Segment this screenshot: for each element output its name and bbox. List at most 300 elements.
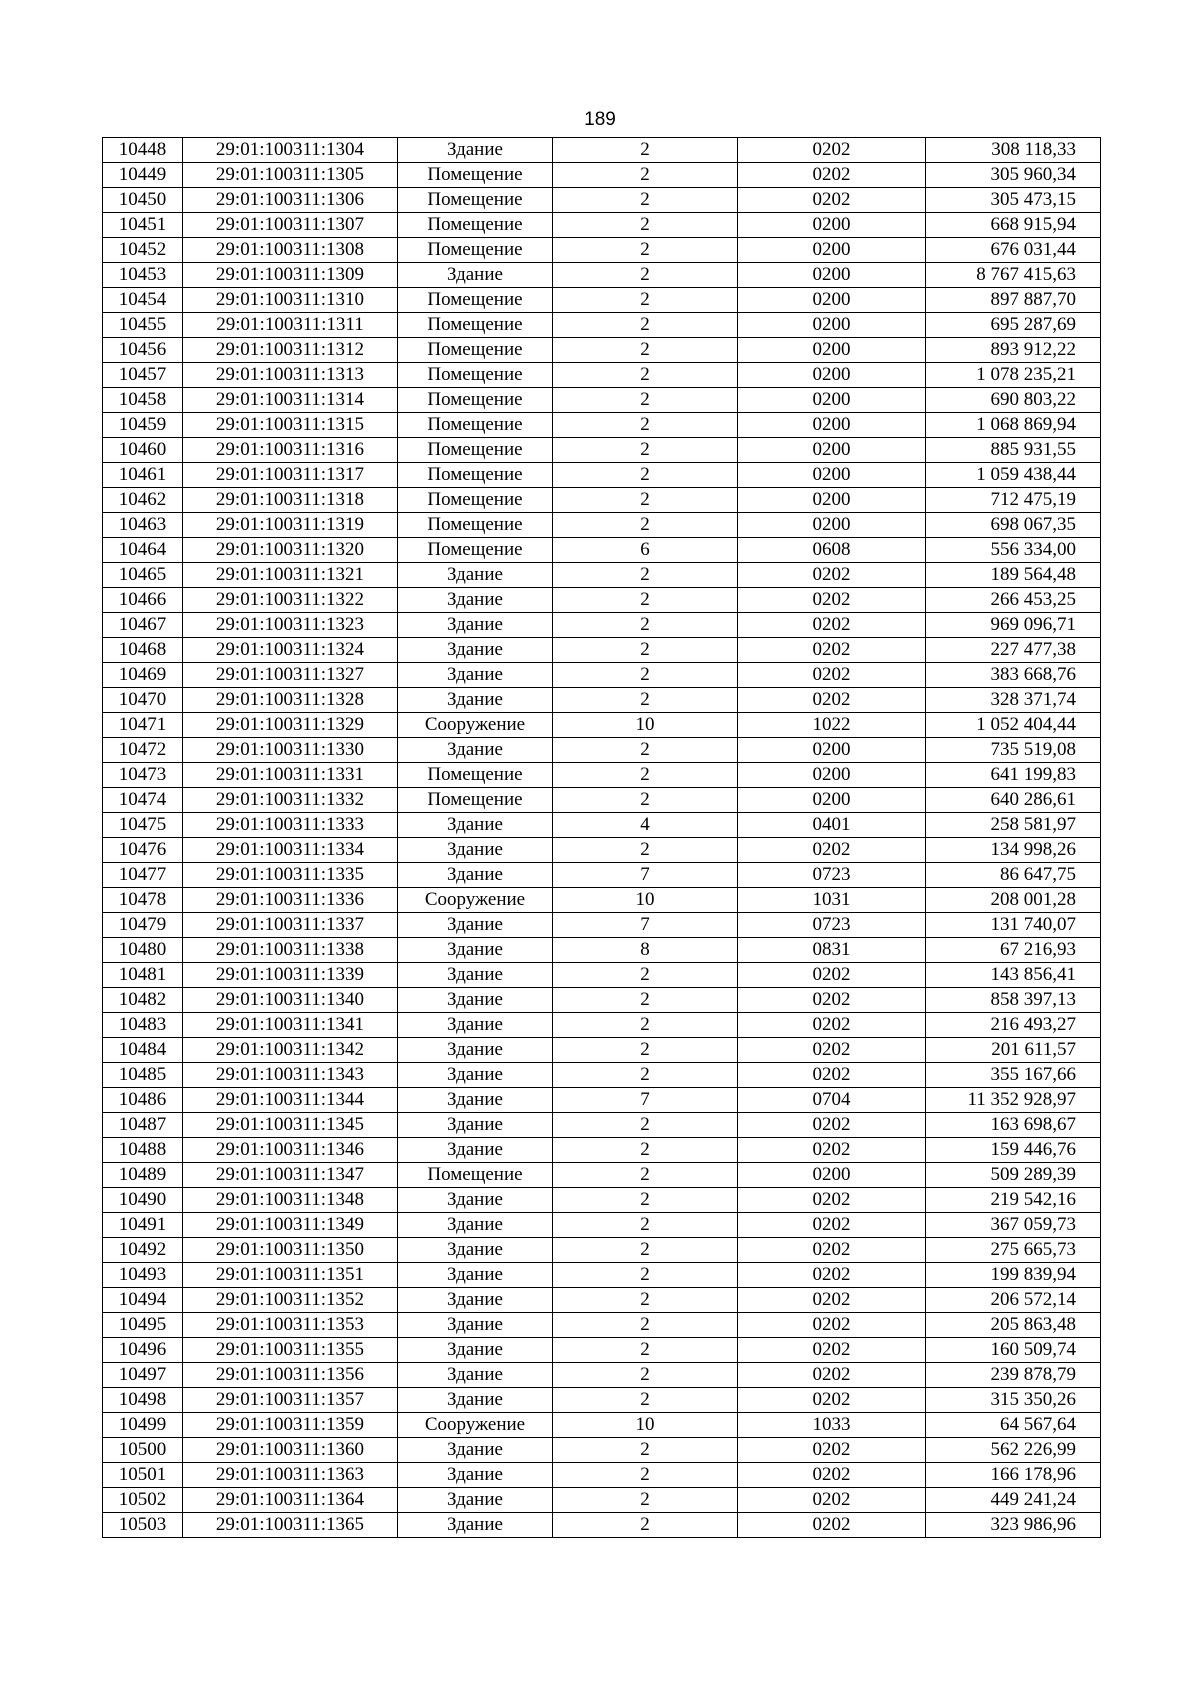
cadastral-value-cell: 383 668,76 xyxy=(926,663,1101,688)
cadastral-number-cell: 29:01:100311:1330 xyxy=(183,738,398,763)
code-cell: 0200 xyxy=(738,263,926,288)
code-cell: 0200 xyxy=(738,388,926,413)
code-cell: 0202 xyxy=(738,613,926,638)
code-cell: 0200 xyxy=(738,338,926,363)
cadastral-number-cell: 29:01:100311:1311 xyxy=(183,313,398,338)
group-cell: 10 xyxy=(553,1413,738,1438)
table-row xyxy=(103,1313,1101,1338)
table-row xyxy=(103,763,1101,788)
row-number-cell: 10491 xyxy=(103,1213,183,1238)
row-number-cell: 10469 xyxy=(103,663,183,688)
cadastral-number-cell: 29:01:100311:1308 xyxy=(183,238,398,263)
cadastral-number-cell: 29:01:100311:1306 xyxy=(183,188,398,213)
cadastral-value-cell: 640 286,61 xyxy=(926,788,1101,813)
group-cell: 2 xyxy=(553,1163,738,1188)
row-number-cell: 10501 xyxy=(103,1463,183,1488)
object-type-cell: Помещение xyxy=(398,188,553,213)
cadastral-number-cell: 29:01:100311:1333 xyxy=(183,813,398,838)
cadastral-number-cell: 29:01:100311:1365 xyxy=(183,1513,398,1538)
code-cell: 0200 xyxy=(738,213,926,238)
row-number-cell: 10455 xyxy=(103,313,183,338)
cadastral-value-cell: 201 611,57 xyxy=(926,1038,1101,1063)
cadastral-value-cell: 131 740,07 xyxy=(926,913,1101,938)
code-cell: 0202 xyxy=(738,963,926,988)
cadastral-number-cell: 29:01:100311:1343 xyxy=(183,1063,398,1088)
cadastral-number-cell: 29:01:100311:1307 xyxy=(183,213,398,238)
group-cell: 2 xyxy=(553,1513,738,1538)
row-number-cell: 10466 xyxy=(103,588,183,613)
table-row xyxy=(103,338,1101,363)
group-cell: 2 xyxy=(553,388,738,413)
cadastral-number-cell: 29:01:100311:1351 xyxy=(183,1263,398,1288)
object-type-cell: Здание xyxy=(398,588,553,613)
code-cell: 1033 xyxy=(738,1413,926,1438)
cadastral-number-cell: 29:01:100311:1323 xyxy=(183,613,398,638)
cadastral-value-cell: 695 287,69 xyxy=(926,313,1101,338)
row-number-cell: 10459 xyxy=(103,413,183,438)
object-type-cell: Сооружение xyxy=(398,713,553,738)
table-row xyxy=(103,163,1101,188)
table-row xyxy=(103,1438,1101,1463)
code-cell: 0202 xyxy=(738,563,926,588)
cadastral-value-cell: 11 352 928,97 xyxy=(926,1088,1101,1113)
code-cell: 0202 xyxy=(738,1263,926,1288)
row-number-cell: 10480 xyxy=(103,938,183,963)
group-cell: 2 xyxy=(553,1338,738,1363)
code-cell: 0202 xyxy=(738,638,926,663)
object-type-cell: Здание xyxy=(398,1438,553,1463)
cadastral-number-cell: 29:01:100311:1324 xyxy=(183,638,398,663)
cadastral-number-cell: 29:01:100311:1317 xyxy=(183,463,398,488)
row-number-cell: 10502 xyxy=(103,1488,183,1513)
cadastral-value-cell: 258 581,97 xyxy=(926,813,1101,838)
row-number-cell: 10495 xyxy=(103,1313,183,1338)
object-type-cell: Здание xyxy=(398,988,553,1013)
object-type-cell: Помещение xyxy=(398,238,553,263)
cadastral-number-cell: 29:01:100311:1314 xyxy=(183,388,398,413)
code-cell: 0200 xyxy=(738,513,926,538)
table-row xyxy=(103,263,1101,288)
group-cell: 2 xyxy=(553,963,738,988)
code-cell: 0200 xyxy=(738,788,926,813)
object-type-cell: Помещение xyxy=(398,388,553,413)
group-cell: 2 xyxy=(553,338,738,363)
object-type-cell: Здание xyxy=(398,1213,553,1238)
code-cell: 0202 xyxy=(738,1513,926,1538)
cadastral-value-cell: 208 001,28 xyxy=(926,888,1101,913)
group-cell: 7 xyxy=(553,913,738,938)
cadastral-number-cell: 29:01:100311:1349 xyxy=(183,1213,398,1238)
cadastral-value-cell: 1 078 235,21 xyxy=(926,363,1101,388)
cadastral-number-cell: 29:01:100311:1320 xyxy=(183,538,398,563)
group-cell: 2 xyxy=(553,513,738,538)
cadastral-number-cell: 29:01:100311:1328 xyxy=(183,688,398,713)
code-cell: 0202 xyxy=(738,1188,926,1213)
table-row xyxy=(103,788,1101,813)
group-cell: 4 xyxy=(553,813,738,838)
row-number-cell: 10452 xyxy=(103,238,183,263)
code-cell: 0200 xyxy=(738,463,926,488)
table-row xyxy=(103,413,1101,438)
registry-table xyxy=(102,137,1101,1538)
group-cell: 2 xyxy=(553,1463,738,1488)
code-cell: 0202 xyxy=(738,188,926,213)
group-cell: 2 xyxy=(553,638,738,663)
row-number-cell: 10451 xyxy=(103,213,183,238)
row-number-cell: 10457 xyxy=(103,363,183,388)
object-type-cell: Помещение xyxy=(398,763,553,788)
row-number-cell: 10482 xyxy=(103,988,183,1013)
table-row xyxy=(103,963,1101,988)
row-number-cell: 10471 xyxy=(103,713,183,738)
row-number-cell: 10485 xyxy=(103,1063,183,1088)
cadastral-number-cell: 29:01:100311:1304 xyxy=(183,138,398,163)
cadastral-value-cell: 449 241,24 xyxy=(926,1488,1101,1513)
cadastral-value-cell: 885 931,55 xyxy=(926,438,1101,463)
row-number-cell: 10498 xyxy=(103,1388,183,1413)
cadastral-value-cell: 266 453,25 xyxy=(926,588,1101,613)
table-row xyxy=(103,363,1101,388)
cadastral-value-cell: 367 059,73 xyxy=(926,1213,1101,1238)
table-row xyxy=(103,1038,1101,1063)
table-row xyxy=(103,388,1101,413)
group-cell: 2 xyxy=(553,1213,738,1238)
page-number: 189 xyxy=(584,109,616,130)
object-type-cell: Помещение xyxy=(398,313,553,338)
row-number-cell: 10494 xyxy=(103,1288,183,1313)
object-type-cell: Здание xyxy=(398,613,553,638)
row-number-cell: 10487 xyxy=(103,1113,183,1138)
code-cell: 0723 xyxy=(738,863,926,888)
table-row xyxy=(103,988,1101,1013)
code-cell: 0202 xyxy=(738,1488,926,1513)
row-number-cell: 10490 xyxy=(103,1188,183,1213)
object-type-cell: Здание xyxy=(398,1363,553,1388)
group-cell: 2 xyxy=(553,988,738,1013)
cadastral-value-cell: 134 998,26 xyxy=(926,838,1101,863)
group-cell: 2 xyxy=(553,288,738,313)
cadastral-value-cell: 712 475,19 xyxy=(926,488,1101,513)
table-row xyxy=(103,913,1101,938)
group-cell: 2 xyxy=(553,788,738,813)
group-cell: 2 xyxy=(553,688,738,713)
cadastral-value-cell: 86 647,75 xyxy=(926,863,1101,888)
cadastral-value-cell: 509 289,39 xyxy=(926,1163,1101,1188)
row-number-cell: 10461 xyxy=(103,463,183,488)
cadastral-value-cell: 641 199,83 xyxy=(926,763,1101,788)
table-row xyxy=(103,1263,1101,1288)
cadastral-number-cell: 29:01:100311:1318 xyxy=(183,488,398,513)
object-type-cell: Здание xyxy=(398,688,553,713)
group-cell: 2 xyxy=(553,1188,738,1213)
object-type-cell: Помещение xyxy=(398,463,553,488)
table-row xyxy=(103,1363,1101,1388)
object-type-cell: Здание xyxy=(398,738,553,763)
cadastral-number-cell: 29:01:100311:1340 xyxy=(183,988,398,1013)
table-row xyxy=(103,613,1101,638)
object-type-cell: Здание xyxy=(398,1088,553,1113)
table-row xyxy=(103,188,1101,213)
object-type-cell: Здание xyxy=(398,938,553,963)
cadastral-number-cell: 29:01:100311:1309 xyxy=(183,263,398,288)
cadastral-number-cell: 29:01:100311:1353 xyxy=(183,1313,398,1338)
row-number-cell: 10496 xyxy=(103,1338,183,1363)
group-cell: 2 xyxy=(553,1013,738,1038)
cadastral-value-cell: 969 096,71 xyxy=(926,613,1101,638)
cadastral-value-cell: 1 059 438,44 xyxy=(926,463,1101,488)
cadastral-value-cell: 143 856,41 xyxy=(926,963,1101,988)
table-row xyxy=(103,688,1101,713)
group-cell: 2 xyxy=(553,363,738,388)
row-number-cell: 10450 xyxy=(103,188,183,213)
group-cell: 2 xyxy=(553,213,738,238)
table-row xyxy=(103,638,1101,663)
object-type-cell: Здание xyxy=(398,1313,553,1338)
code-cell: 0200 xyxy=(738,363,926,388)
table-row xyxy=(103,238,1101,263)
cadastral-number-cell: 29:01:100311:1334 xyxy=(183,838,398,863)
code-cell: 0202 xyxy=(738,588,926,613)
row-number-cell: 10464 xyxy=(103,538,183,563)
table-row xyxy=(103,663,1101,688)
cadastral-value-cell: 275 665,73 xyxy=(926,1238,1101,1263)
table-row xyxy=(103,1213,1101,1238)
object-type-cell: Здание xyxy=(398,1488,553,1513)
row-number-cell: 10453 xyxy=(103,263,183,288)
object-type-cell: Здание xyxy=(398,1113,553,1138)
group-cell: 2 xyxy=(553,1113,738,1138)
code-cell: 0202 xyxy=(738,1213,926,1238)
object-type-cell: Помещение xyxy=(398,363,553,388)
group-cell: 2 xyxy=(553,763,738,788)
table-row xyxy=(103,213,1101,238)
cadastral-value-cell: 216 493,27 xyxy=(926,1013,1101,1038)
cadastral-number-cell: 29:01:100311:1338 xyxy=(183,938,398,963)
code-cell: 0202 xyxy=(738,1013,926,1038)
cadastral-number-cell: 29:01:100311:1357 xyxy=(183,1388,398,1413)
object-type-cell: Здание xyxy=(398,1463,553,1488)
group-cell: 2 xyxy=(553,613,738,638)
object-type-cell: Здание xyxy=(398,263,553,288)
row-number-cell: 10486 xyxy=(103,1088,183,1113)
row-number-cell: 10448 xyxy=(103,138,183,163)
cadastral-value-cell: 64 567,64 xyxy=(926,1413,1101,1438)
table-row xyxy=(103,138,1101,163)
row-number-cell: 10465 xyxy=(103,563,183,588)
cadastral-number-cell: 29:01:100311:1313 xyxy=(183,363,398,388)
row-number-cell: 10503 xyxy=(103,1513,183,1538)
cadastral-value-cell: 159 446,76 xyxy=(926,1138,1101,1163)
object-type-cell: Помещение xyxy=(398,538,553,563)
object-type-cell: Здание xyxy=(398,1063,553,1088)
cadastral-value-cell: 67 216,93 xyxy=(926,938,1101,963)
group-cell: 10 xyxy=(553,713,738,738)
row-number-cell: 10500 xyxy=(103,1438,183,1463)
cadastral-number-cell: 29:01:100311:1327 xyxy=(183,663,398,688)
object-type-cell: Помещение xyxy=(398,788,553,813)
table-row xyxy=(103,563,1101,588)
object-type-cell: Здание xyxy=(398,1138,553,1163)
row-number-cell: 10473 xyxy=(103,763,183,788)
code-cell: 0704 xyxy=(738,1088,926,1113)
cadastral-number-cell: 29:01:100311:1345 xyxy=(183,1113,398,1138)
table-row xyxy=(103,1388,1101,1413)
group-cell: 2 xyxy=(553,738,738,763)
cadastral-value-cell: 227 477,38 xyxy=(926,638,1101,663)
cadastral-number-cell: 29:01:100311:1360 xyxy=(183,1438,398,1463)
cadastral-number-cell: 29:01:100311:1347 xyxy=(183,1163,398,1188)
table-row xyxy=(103,513,1101,538)
code-cell: 0202 xyxy=(738,838,926,863)
cadastral-value-cell: 1 068 869,94 xyxy=(926,413,1101,438)
object-type-cell: Здание xyxy=(398,1338,553,1363)
code-cell: 0202 xyxy=(738,1338,926,1363)
cadastral-number-cell: 29:01:100311:1363 xyxy=(183,1463,398,1488)
row-number-cell: 10470 xyxy=(103,688,183,713)
table-row xyxy=(103,1163,1101,1188)
cadastral-value-cell: 328 371,74 xyxy=(926,688,1101,713)
row-number-cell: 10483 xyxy=(103,1013,183,1038)
object-type-cell: Здание xyxy=(398,1013,553,1038)
row-number-cell: 10458 xyxy=(103,388,183,413)
object-type-cell: Сооружение xyxy=(398,1413,553,1438)
group-cell: 2 xyxy=(553,1038,738,1063)
code-cell: 0200 xyxy=(738,413,926,438)
group-cell: 8 xyxy=(553,938,738,963)
code-cell: 0202 xyxy=(738,1288,926,1313)
group-cell: 2 xyxy=(553,188,738,213)
object-type-cell: Помещение xyxy=(398,513,553,538)
object-type-cell: Здание xyxy=(398,563,553,588)
table-row xyxy=(103,488,1101,513)
group-cell: 2 xyxy=(553,1288,738,1313)
table-row xyxy=(103,838,1101,863)
object-type-cell: Здание xyxy=(398,1038,553,1063)
cadastral-number-cell: 29:01:100311:1348 xyxy=(183,1188,398,1213)
object-type-cell: Сооружение xyxy=(398,888,553,913)
code-cell: 1022 xyxy=(738,713,926,738)
row-number-cell: 10476 xyxy=(103,838,183,863)
object-type-cell: Помещение xyxy=(398,163,553,188)
cadastral-value-cell: 305 960,34 xyxy=(926,163,1101,188)
cadastral-value-cell: 8 767 415,63 xyxy=(926,263,1101,288)
cadastral-number-cell: 29:01:100311:1350 xyxy=(183,1238,398,1263)
cadastral-number-cell: 29:01:100311:1316 xyxy=(183,438,398,463)
cadastral-value-cell: 206 572,14 xyxy=(926,1288,1101,1313)
cadastral-value-cell: 355 167,66 xyxy=(926,1063,1101,1088)
code-cell: 0202 xyxy=(738,1313,926,1338)
object-type-cell: Здание xyxy=(398,838,553,863)
row-number-cell: 10488 xyxy=(103,1138,183,1163)
table-row xyxy=(103,1463,1101,1488)
code-cell: 0202 xyxy=(738,1063,926,1088)
row-number-cell: 10479 xyxy=(103,913,183,938)
cadastral-value-cell: 735 519,08 xyxy=(926,738,1101,763)
group-cell: 2 xyxy=(553,463,738,488)
cadastral-value-cell: 166 178,96 xyxy=(926,1463,1101,1488)
table-row xyxy=(103,888,1101,913)
code-cell: 0202 xyxy=(738,1038,926,1063)
cadastral-value-cell: 205 863,48 xyxy=(926,1313,1101,1338)
group-cell: 2 xyxy=(553,1238,738,1263)
table-row xyxy=(103,713,1101,738)
group-cell: 2 xyxy=(553,838,738,863)
group-cell: 2 xyxy=(553,563,738,588)
group-cell: 2 xyxy=(553,588,738,613)
code-cell: 0202 xyxy=(738,1438,926,1463)
code-cell: 0831 xyxy=(738,938,926,963)
code-cell: 0200 xyxy=(738,238,926,263)
table-row xyxy=(103,1063,1101,1088)
row-number-cell: 10462 xyxy=(103,488,183,513)
row-number-cell: 10484 xyxy=(103,1038,183,1063)
cadastral-number-cell: 29:01:100311:1356 xyxy=(183,1363,398,1388)
cadastral-value-cell: 690 803,22 xyxy=(926,388,1101,413)
group-cell: 2 xyxy=(553,163,738,188)
row-number-cell: 10456 xyxy=(103,338,183,363)
cadastral-value-cell: 668 915,94 xyxy=(926,213,1101,238)
table-row xyxy=(103,738,1101,763)
object-type-cell: Здание xyxy=(398,1238,553,1263)
code-cell: 0202 xyxy=(738,1113,926,1138)
table-row xyxy=(103,438,1101,463)
cadastral-number-cell: 29:01:100311:1344 xyxy=(183,1088,398,1113)
group-cell: 2 xyxy=(553,313,738,338)
object-type-cell: Помещение xyxy=(398,488,553,513)
cadastral-value-cell: 308 118,33 xyxy=(926,138,1101,163)
cadastral-value-cell: 893 912,22 xyxy=(926,338,1101,363)
cadastral-value-cell: 698 067,35 xyxy=(926,513,1101,538)
object-type-cell: Помещение xyxy=(398,288,553,313)
code-cell: 0202 xyxy=(738,163,926,188)
row-number-cell: 10472 xyxy=(103,738,183,763)
code-cell: 0202 xyxy=(738,138,926,163)
row-number-cell: 10467 xyxy=(103,613,183,638)
table-row xyxy=(103,863,1101,888)
code-cell: 0200 xyxy=(738,488,926,513)
cadastral-value-cell: 305 473,15 xyxy=(926,188,1101,213)
group-cell: 10 xyxy=(553,888,738,913)
group-cell: 2 xyxy=(553,1263,738,1288)
row-number-cell: 10499 xyxy=(103,1413,183,1438)
row-number-cell: 10478 xyxy=(103,888,183,913)
group-cell: 2 xyxy=(553,488,738,513)
object-type-cell: Здание xyxy=(398,1263,553,1288)
code-cell: 0200 xyxy=(738,763,926,788)
table-row xyxy=(103,288,1101,313)
table-row xyxy=(103,463,1101,488)
row-number-cell: 10492 xyxy=(103,1238,183,1263)
group-cell: 2 xyxy=(553,1313,738,1338)
group-cell: 6 xyxy=(553,538,738,563)
cadastral-number-cell: 29:01:100311:1305 xyxy=(183,163,398,188)
group-cell: 2 xyxy=(553,263,738,288)
object-type-cell: Здание xyxy=(398,1513,553,1538)
row-number-cell: 10468 xyxy=(103,638,183,663)
code-cell: 0202 xyxy=(738,1388,926,1413)
object-type-cell: Здание xyxy=(398,1388,553,1413)
cadastral-number-cell: 29:01:100311:1319 xyxy=(183,513,398,538)
group-cell: 2 xyxy=(553,438,738,463)
cadastral-number-cell: 29:01:100311:1364 xyxy=(183,1488,398,1513)
code-cell: 0202 xyxy=(738,1238,926,1263)
code-cell: 0200 xyxy=(738,738,926,763)
row-number-cell: 10463 xyxy=(103,513,183,538)
table-row xyxy=(103,1088,1101,1113)
code-cell: 0200 xyxy=(738,313,926,338)
group-cell: 2 xyxy=(553,1138,738,1163)
row-number-cell: 10493 xyxy=(103,1263,183,1288)
